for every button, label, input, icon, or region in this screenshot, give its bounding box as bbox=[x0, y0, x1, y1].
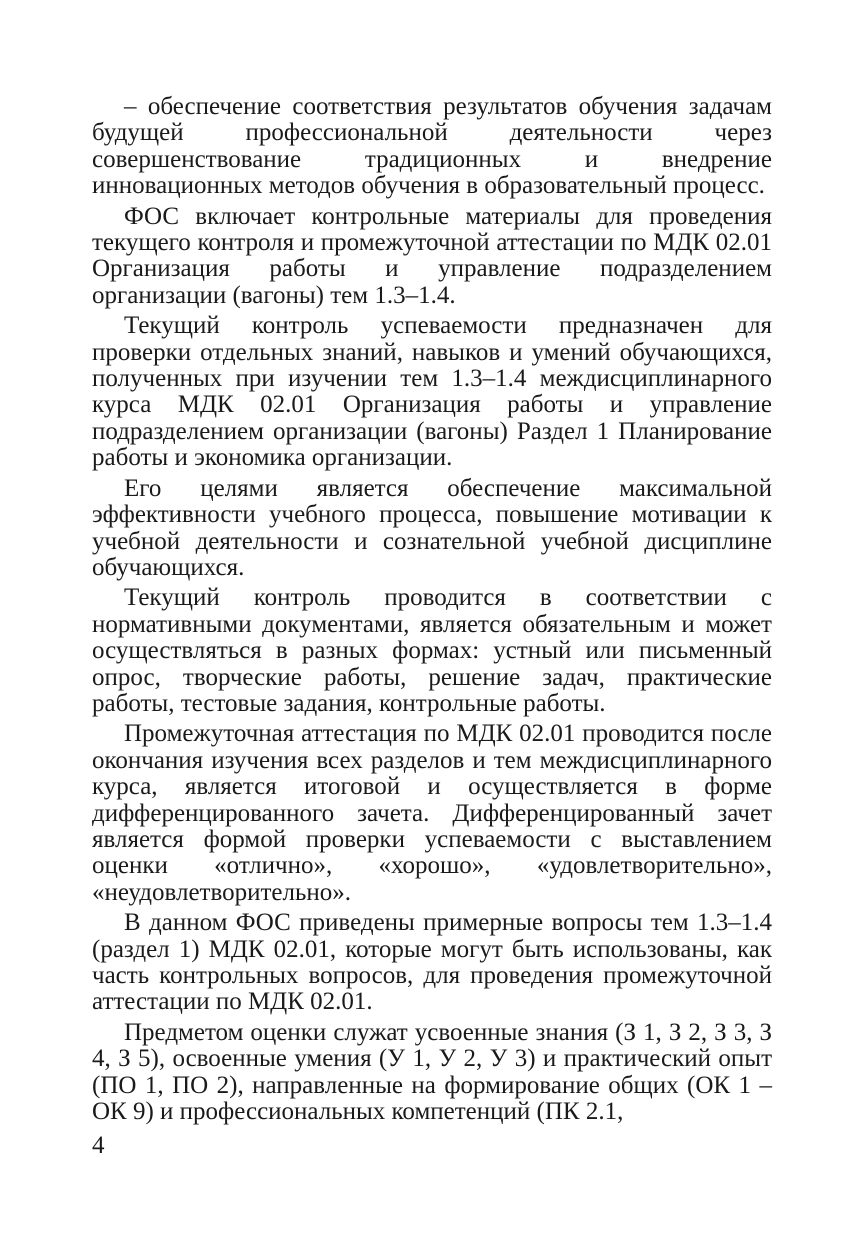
paragraph-4: Его целями является обеспечение максимальной эффективности учебного процесса, повышение мотивации к учебной деятельности и сознательной учебной дисциплине обучающихся. bbox=[92, 474, 772, 581]
page-number: 4 bbox=[92, 1132, 105, 1159]
paragraph-2: ФОС включает контрольные материалы для проведения текущего контроля и промежуточной аттестации по МДК 02.01 Организация работы и управление подразделением организации (вагоны) тем 1.3–1.4. bbox=[92, 202, 772, 309]
paragraph-1: – обеспечение соответствия результатов обучения задачам будущей профессиональной деятельности через совершенствование традиционных и внедрение инновационных методов обучения в образовательный процесс. bbox=[92, 93, 772, 200]
page-body bbox=[92, 94, 772, 1125]
paragraph-6: Промежуточная аттестация по МДК 02.01 проводится после окончания изучения всех разделов и тем междисциплинарного курса, является итоговой и осуществляется в форме дифференцированного зачета. Дифференцированный зачет является формой проверки успеваемости с выставлением оценки «отлично», «хорошо», «удовлетворительно», «неудовлетворительно». bbox=[92, 720, 772, 906]
paragraph-3: Текущий контроль успеваемости предназначен для проверки отдельных знаний, навыков и умений обучающихся, полученных при изучении тем 1.3–1.4 междисциплинарного курса МДК 02.01 Организация работы и управление подразделением организации (вагоны) Раздел 1 Планирование работы и экономика организации. bbox=[92, 312, 772, 472]
paragraph-5: Текущий контроль проводится в соответствии с нормативными документами, является обязательным и может осуществляться в разных формах: устный или письменный опрос, творческие работы, решение задач, практические работы, тестовые задания, контрольные работы. bbox=[92, 584, 772, 717]
paragraph-7: В данном ФОС приведены примерные вопросы тем 1.3–1.4 (раздел 1) МДК 02.01, которые могут быть использованы, как часть контрольных вопросов, для проведения промежуточной аттестации по МДК 02.01. bbox=[92, 909, 772, 1016]
paragraph-8: Предметом оценки служат усвоенные знания (З 1, З 2, З 3, З 4, З 5), освоенные умения (У 1, У 2, У 3) и практический опыт (ПО 1, ПО 2), направленные на формирование общих (ОК 1 – ОК 9) и профессиональных компетенций (ПК 2.1, bbox=[92, 1018, 772, 1126]
